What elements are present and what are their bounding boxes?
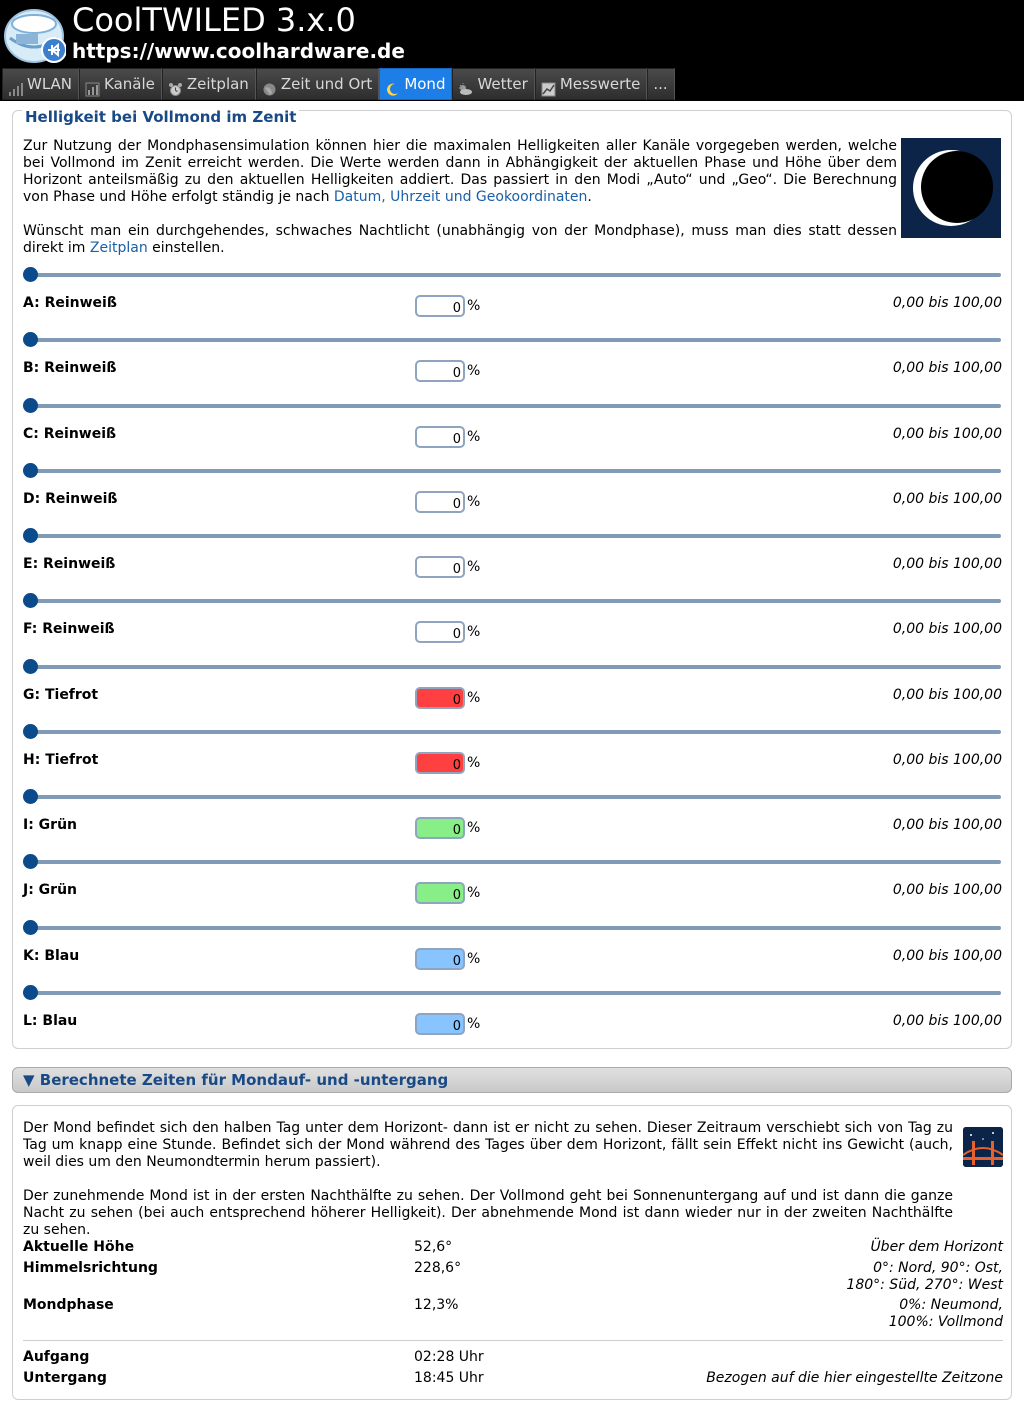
tab-bar bbox=[2, 68, 675, 100]
moonrise-info-text bbox=[23, 1120, 953, 1256]
channel-label: A: Reinweiß bbox=[23, 295, 117, 311]
percent-unit: % bbox=[467, 689, 481, 706]
tab-kanaele[interactable] bbox=[79, 68, 162, 100]
channel-label: D: Reinweiß bbox=[23, 490, 118, 507]
slider-thumb[interactable] bbox=[23, 463, 38, 478]
channel-row bbox=[13, 338, 1013, 403]
slider-thumb[interactable] bbox=[23, 332, 38, 347]
tab-wetter[interactable] bbox=[452, 68, 534, 100]
intro-paragraph-1-end: . bbox=[587, 189, 592, 205]
row-key: Mondphase bbox=[23, 1297, 114, 1313]
value-range: 0,00 bis 100,00 bbox=[892, 360, 1002, 377]
row-value: 02:28 Uhr bbox=[414, 1349, 484, 1365]
night-bridge-image bbox=[963, 1127, 1003, 1167]
info-row-azimuth bbox=[23, 1260, 1003, 1294]
channel-label: B: Reinweiß bbox=[23, 360, 117, 377]
brightness-slider[interactable] bbox=[31, 534, 1001, 538]
tab-zeit-und-ort[interactable] bbox=[256, 68, 379, 100]
slider-thumb[interactable] bbox=[23, 789, 38, 804]
intro-paragraph-2: Wünscht man ein durchgehendes, schwaches Nachtlicht (unabhängig von der Mondphase), muss man dies statt dessen direkt im bbox=[23, 223, 897, 256]
intro-text bbox=[23, 138, 897, 274]
tab-label: Messwerte bbox=[559, 75, 641, 93]
row-value: 228,6° bbox=[414, 1260, 462, 1276]
slider-thumb[interactable] bbox=[23, 528, 38, 543]
brightness-input[interactable]: 0 bbox=[415, 295, 465, 317]
brightness-input[interactable]: 0 bbox=[415, 360, 465, 382]
info-paragraph-1: Der Mond befindet sich den halben Tag unter dem Horizont- dann ist er nicht zu sehen. Dieser Zeitraum verschiebt sich von Tag zu Tag um knapp eine Stunde. Befindet sich der Mond während des Tages über dem Horizont, fällt sein Effekt nicht ins Gewicht (auch, weil dies um den Neumondtermin herum passiert). bbox=[23, 1120, 953, 1170]
globe-icon bbox=[262, 77, 277, 92]
row-note: Bezogen auf die hier eingestellte Zeitzone bbox=[706, 1370, 1003, 1386]
brightness-input[interactable]: 0 bbox=[415, 621, 465, 643]
channel-row bbox=[13, 404, 1013, 469]
channel-row bbox=[13, 273, 1013, 338]
value-range: 0,00 bis 100,00 bbox=[892, 947, 1002, 964]
brightness-slider[interactable] bbox=[31, 469, 1001, 473]
percent-unit: % bbox=[467, 754, 481, 771]
row-key: Untergang bbox=[23, 1370, 107, 1386]
tab-zeitplan[interactable] bbox=[162, 68, 256, 100]
intro-paragraph-2-end: einstellen. bbox=[147, 240, 225, 256]
tab-label: Wetter bbox=[477, 75, 528, 93]
brightness-input[interactable]: 0 bbox=[415, 426, 465, 448]
row-value: 52,6° bbox=[414, 1239, 453, 1255]
row-value: 12,3% bbox=[414, 1297, 459, 1313]
brightness-slider[interactable] bbox=[31, 730, 1001, 734]
panel-legend: Helligkeit bei Vollmond im Zenit bbox=[22, 108, 299, 126]
row-note-line-1: 0°: Nord, 90°: Ost, bbox=[873, 1260, 1003, 1276]
brightness-slider[interactable] bbox=[31, 991, 1001, 995]
percent-unit: % bbox=[467, 885, 481, 902]
tab-mond[interactable] bbox=[379, 68, 452, 100]
slider-thumb[interactable] bbox=[23, 267, 38, 282]
channel-row bbox=[13, 991, 1013, 1056]
app-title: CoolTWILED 3.x.0 bbox=[72, 1, 356, 39]
signal-bars-icon bbox=[8, 77, 23, 92]
channel-label: J: Grün bbox=[23, 882, 78, 899]
channel-label: L: Blau bbox=[23, 1012, 78, 1029]
brightness-slider[interactable] bbox=[31, 795, 1001, 799]
percent-unit: % bbox=[467, 950, 481, 967]
info-row-moonphase bbox=[23, 1297, 1003, 1331]
channel-row bbox=[13, 730, 1013, 795]
moon-brightness-panel bbox=[12, 110, 1012, 1049]
moonrise-accordion-header[interactable]: ▼ Berechnete Zeiten für Mondauf- und -untergang bbox=[12, 1067, 1012, 1093]
brightness-slider[interactable] bbox=[31, 273, 1001, 277]
channel-row bbox=[13, 599, 1013, 664]
value-range: 0,00 bis 100,00 bbox=[892, 686, 1002, 703]
brightness-input[interactable]: 0 bbox=[415, 817, 465, 839]
row-key: Himmelsrichtung bbox=[23, 1260, 158, 1276]
brightness-input[interactable]: 0 bbox=[415, 948, 465, 970]
tab-label: ... bbox=[653, 75, 668, 93]
row-value: 18:45 Uhr bbox=[414, 1370, 484, 1386]
channel-label: G: Tiefrot bbox=[23, 686, 99, 703]
channel-row bbox=[13, 665, 1013, 730]
row-note-line-2: 100%: Vollmond bbox=[888, 1314, 1003, 1330]
row-note-line-2: 180°: Süd, 270°: West bbox=[846, 1277, 1003, 1293]
row-note: Über dem Horizont bbox=[870, 1239, 1003, 1255]
tab-more[interactable] bbox=[647, 68, 674, 100]
app-url[interactable]: https://www.coolhardware.de bbox=[72, 39, 405, 63]
channel-label: F: Reinweiß bbox=[23, 621, 115, 638]
value-range: 0,00 bis 100,00 bbox=[892, 751, 1002, 768]
tab-label: WLAN bbox=[27, 75, 73, 93]
row-key: Aufgang bbox=[23, 1349, 90, 1365]
percent-unit: % bbox=[467, 298, 481, 314]
percent-unit: % bbox=[467, 559, 481, 575]
slider-thumb[interactable] bbox=[23, 724, 38, 739]
brightness-input[interactable]: 0 bbox=[415, 882, 465, 904]
value-range: 0,00 bis 100,00 bbox=[892, 817, 1002, 833]
brightness-input[interactable]: 0 bbox=[415, 1013, 465, 1035]
tab-wlan[interactable] bbox=[2, 68, 79, 100]
zeitplan-link[interactable]: Zeitplan bbox=[89, 240, 148, 256]
brightness-slider[interactable] bbox=[31, 860, 1001, 864]
value-range: 0,00 bis 100,00 bbox=[892, 882, 1002, 899]
bar-chart-icon bbox=[85, 77, 100, 92]
moon-phase-image bbox=[901, 138, 1001, 238]
brightness-input[interactable]: 0 bbox=[415, 752, 465, 774]
divider bbox=[23, 1340, 1003, 1341]
channel-row bbox=[13, 860, 1013, 925]
alarm-clock-icon bbox=[168, 77, 183, 92]
percent-unit: % bbox=[467, 493, 481, 510]
channel-row bbox=[13, 534, 1013, 599]
slider-thumb[interactable] bbox=[23, 920, 38, 935]
percent-unit: % bbox=[467, 1015, 481, 1032]
tab-label: Kanäle bbox=[104, 75, 155, 93]
tab-label: Zeitplan bbox=[186, 75, 249, 93]
brightness-input[interactable]: 0 bbox=[415, 687, 465, 709]
info-paragraph-2: Der zunehmende Mond ist in der ersten Nachthälfte zu sehen. Der Vollmond geht bei Sonnenuntergang auf und ist dann die ganze Nacht zu sehen (bei auch entsprechend höherer Helligkeit). Der abnehmende Mond ist dann wieder nur in der zweiten Nachthälfte zu sehen. bbox=[23, 1188, 953, 1238]
value-range: 0,00 bis 100,00 bbox=[892, 556, 1002, 572]
percent-unit: % bbox=[467, 820, 481, 836]
percent-unit: % bbox=[467, 363, 481, 380]
slider-thumb[interactable] bbox=[23, 398, 38, 413]
moonrise-panel bbox=[12, 1105, 1012, 1400]
datetime-geo-link[interactable]: Datum, Uhrzeit und Geokoordinaten bbox=[333, 189, 588, 205]
row-note-line-1: 0%: Neumond, bbox=[899, 1297, 1003, 1313]
brightness-slider[interactable] bbox=[31, 926, 1001, 930]
slider-thumb[interactable] bbox=[23, 985, 38, 1000]
percent-unit: % bbox=[467, 624, 481, 641]
value-range: 0,00 bis 100,00 bbox=[892, 1012, 1002, 1029]
tab-label: Mond bbox=[404, 75, 446, 93]
value-range: 0,00 bis 100,00 bbox=[892, 621, 1002, 638]
value-range: 0,00 bis 100,00 bbox=[892, 295, 1002, 311]
value-range: 0,00 bis 100,00 bbox=[892, 490, 1002, 507]
app-header bbox=[0, 0, 1024, 101]
brightness-input[interactable]: 0 bbox=[415, 491, 465, 513]
channel-label: I: Grün bbox=[23, 817, 78, 833]
app-logo bbox=[2, 4, 66, 64]
row-key: Aktuelle Höhe bbox=[23, 1239, 135, 1255]
tab-label: Zeit und Ort bbox=[280, 75, 373, 93]
value-range: 0,00 bis 100,00 bbox=[892, 425, 1002, 442]
channel-label: E: Reinweiß bbox=[23, 556, 116, 572]
channel-row bbox=[13, 469, 1013, 534]
channel-label: H: Tiefrot bbox=[23, 751, 99, 768]
brightness-slider[interactable] bbox=[31, 404, 1001, 408]
weather-cloud-icon bbox=[458, 77, 473, 92]
channel-label: K: Blau bbox=[23, 947, 80, 964]
brightness-slider[interactable] bbox=[31, 599, 1001, 603]
slider-thumb[interactable] bbox=[23, 854, 38, 869]
slider-thumb[interactable] bbox=[23, 659, 38, 674]
percent-unit: % bbox=[467, 428, 481, 445]
brightness-input[interactable]: 0 bbox=[415, 556, 465, 578]
brightness-slider[interactable] bbox=[31, 338, 1001, 342]
crescent-moon-icon bbox=[385, 77, 400, 92]
channel-row bbox=[13, 795, 1013, 860]
channel-label: C: Reinweiß bbox=[23, 425, 117, 442]
brightness-slider[interactable] bbox=[31, 665, 1001, 669]
channel-row bbox=[13, 926, 1013, 991]
slider-thumb[interactable] bbox=[23, 593, 38, 608]
line-chart-icon bbox=[541, 77, 556, 92]
tab-messwerte[interactable] bbox=[535, 68, 648, 100]
intro-paragraph-1: Zur Nutzung der Mondphasensimulation können hier die maximalen Helligkeiten aller Kanäle vorgegeben werden, welche bei Vollmond im Zenit erreicht werden. Die Werte werden dann in Abhängigkeit der aktuellen Phase und Höhe über dem Horizont anteilsmäßig zu den aktuellen Helligkeiten addiert. Das passiert in den Modi „Auto“ und „Geo“. Die Berechnung von Phase und Höhe erfolgt ständig je nach bbox=[23, 138, 897, 205]
